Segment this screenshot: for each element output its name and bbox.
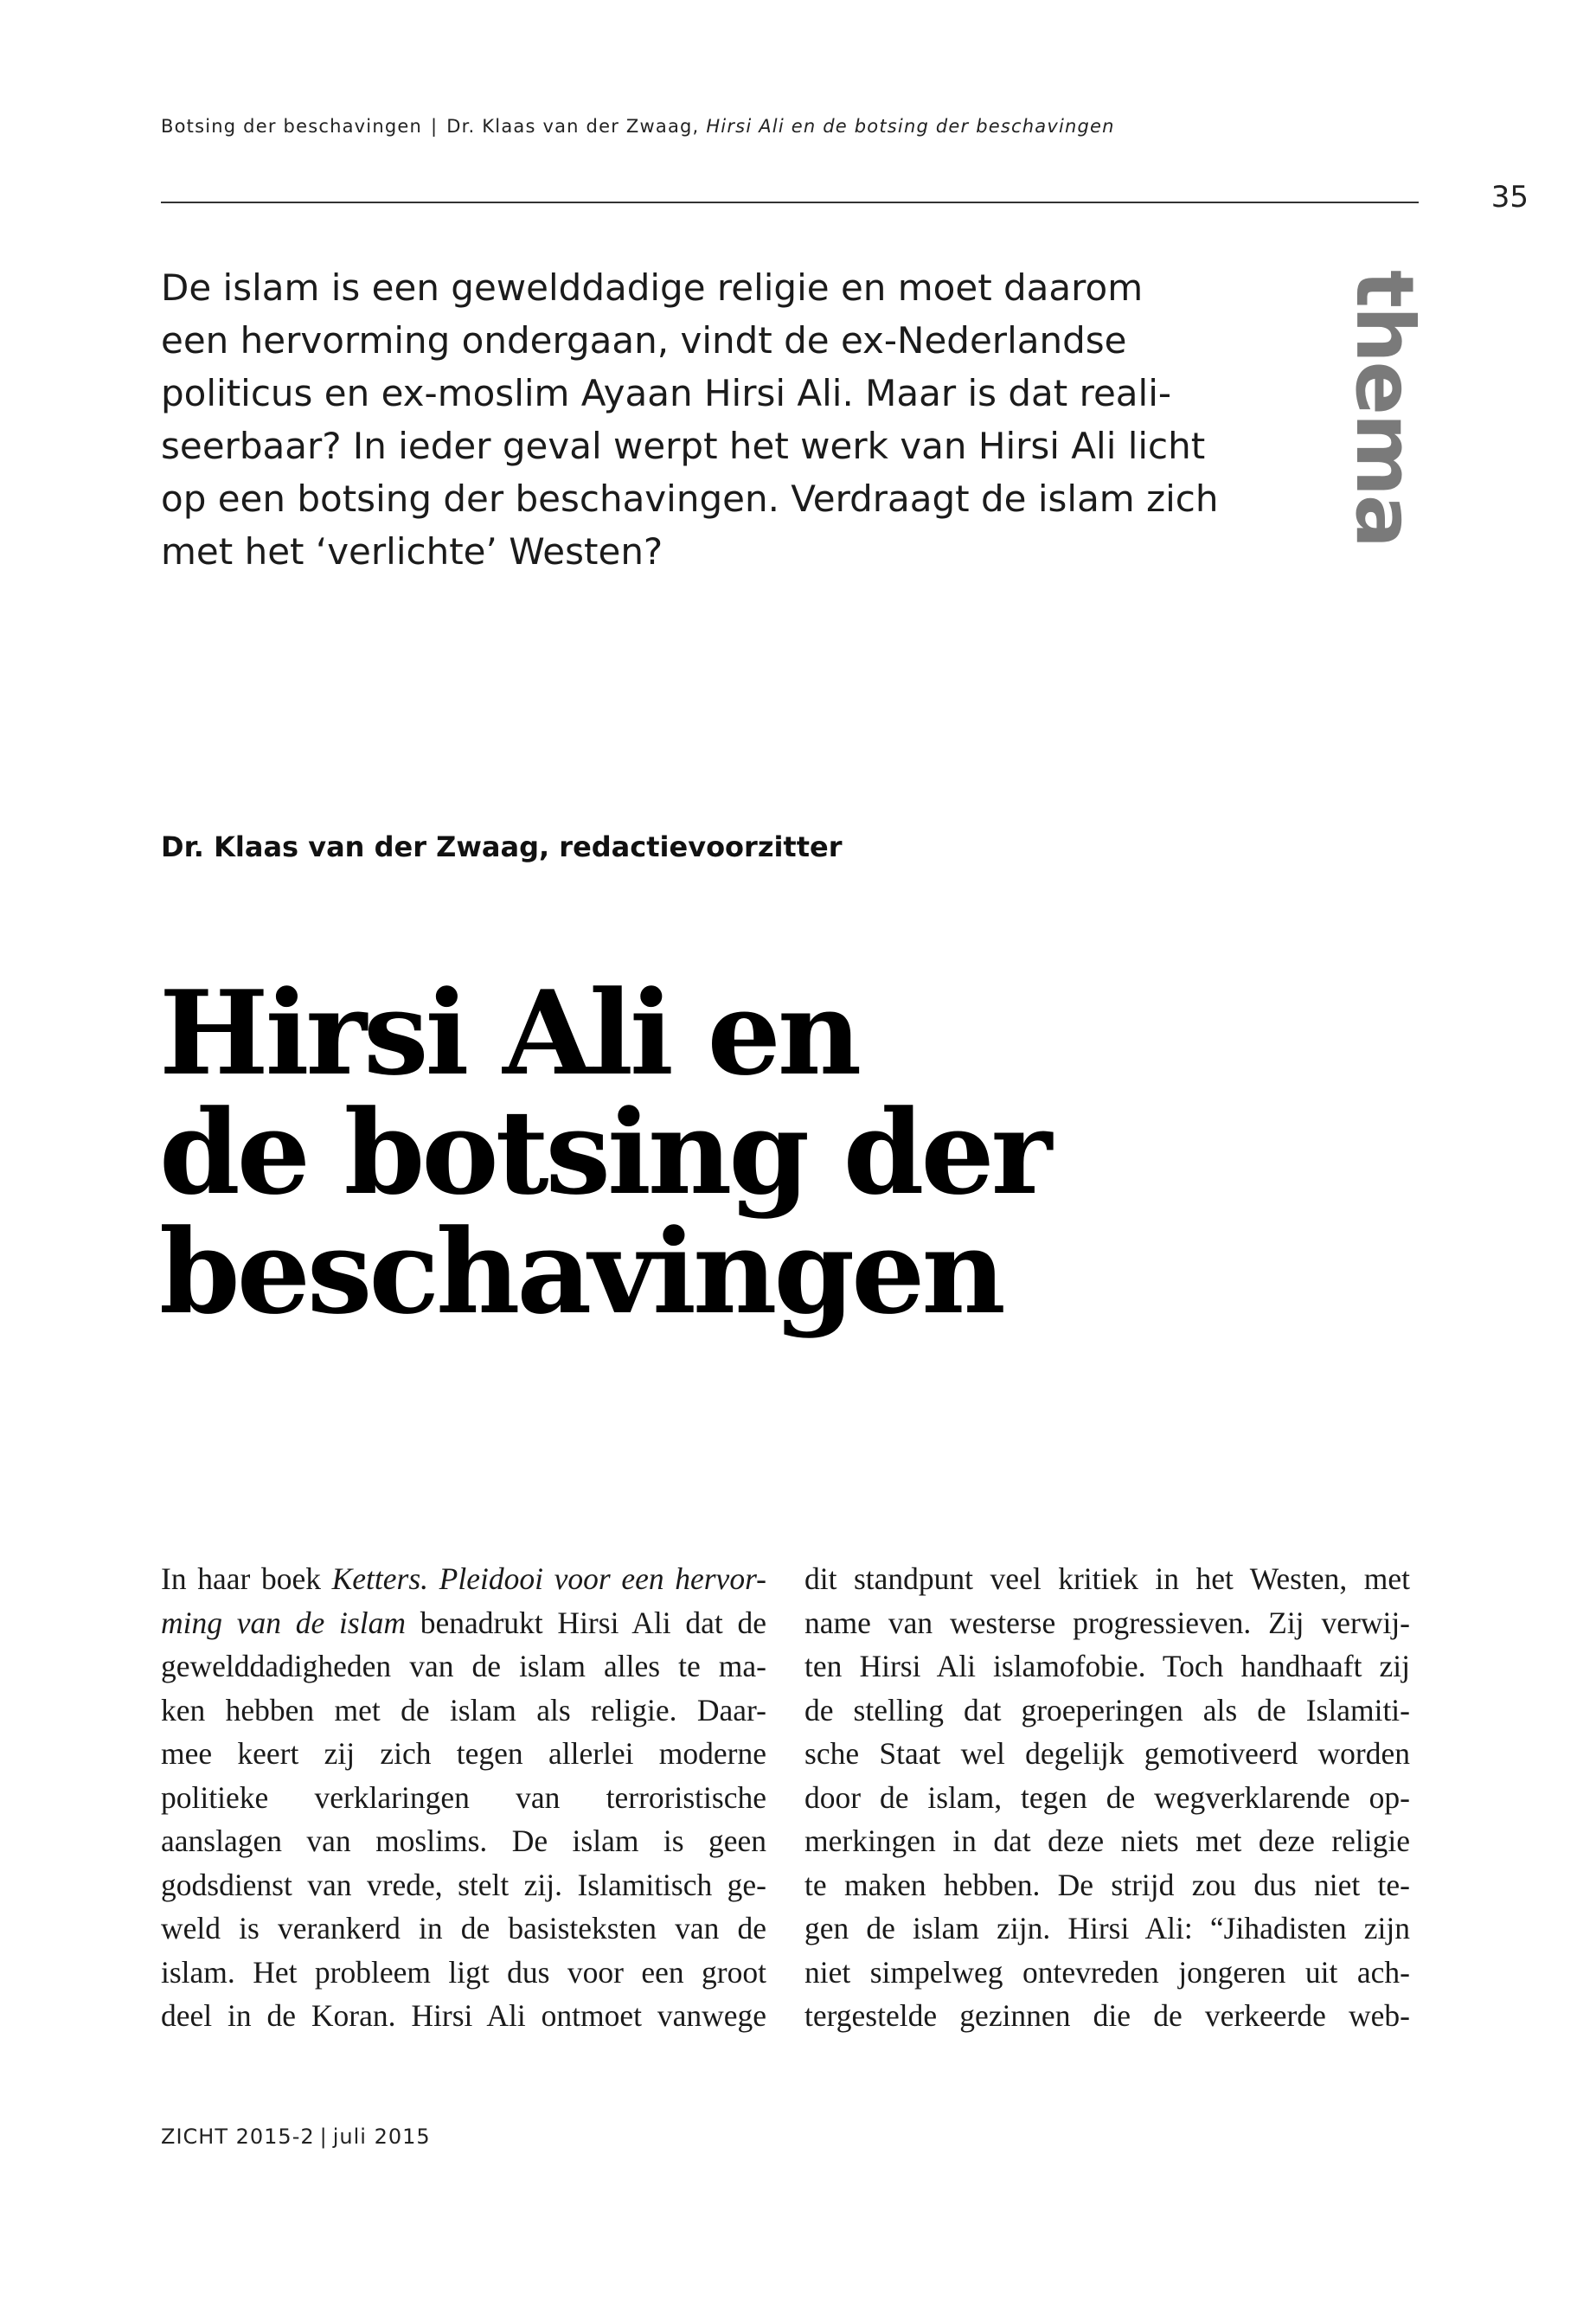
book-title-italic: Ketters. Pleidooi voor een hervor-	[331, 1561, 766, 1596]
lead-line: politicus en ex-moslim Ayaan Hirsi Ali. Maar is dat reali-	[161, 372, 1172, 414]
running-header	[161, 116, 1389, 137]
body-text: In haar boek	[161, 1561, 332, 1596]
section-label: thema	[1338, 270, 1431, 547]
body-line: mee keert zij zich tegen allerlei moderne	[161, 1736, 766, 1771]
body-line: islam. Het probleem ligt dus voor een groot	[161, 1954, 766, 1990]
body-line: door de islam, tegen de wegverklarende op-	[804, 1779, 1410, 1815]
body-line: aanslagen van moslims. De islam is geen	[161, 1823, 766, 1858]
lead-paragraph	[161, 261, 1219, 578]
article-headline	[159, 965, 1049, 1340]
body-line: te maken hebben. De strijd zou dus niet te-	[804, 1867, 1410, 1902]
body-line: gen de islam zijn. Hirsi Ali: “Jihadisten zijn	[804, 1911, 1410, 1945]
headline-line: beschavingen	[159, 1203, 1003, 1340]
body-text: benadrukt Hirsi Ali dat de	[405, 1605, 766, 1640]
body-line: tergestelde gezinnen die de verkeerde web-	[804, 1998, 1410, 2033]
body-line: ken hebben met de islam als religie. Daar-	[161, 1692, 766, 1727]
footer-separator: |	[319, 2125, 328, 2149]
body-line: de stelling dat groeperingen als de Islamiti-	[804, 1692, 1410, 1727]
lead-line: seerbaar? In ieder geval werpt het werk van Hirsi Ali licht	[161, 425, 1206, 467]
body-column-right	[804, 1557, 1410, 2038]
lead-line: met het ‘verlichte’ Westen?	[161, 530, 663, 573]
lead-line: een hervorming ondergaan, vindt de ex-Nederlandse	[161, 319, 1127, 362]
body-line	[161, 1557, 766, 1601]
body-line: sche Staat wel degelijk gemotiveerd worden	[804, 1736, 1410, 1771]
header-article-title: Hirsi Ali en de botsing der beschavingen	[706, 116, 1115, 137]
body-line: deel in de Koran. Hirsi Ali ontmoet vanwege	[161, 1998, 766, 2033]
lead-line: op een botsing der beschavingen. Verdraagt de islam zich	[161, 478, 1219, 520]
body-line: weld is verankerd in de basisteksten van de	[161, 1911, 766, 1945]
body-line: ten Hirsi Ali islamofobie. Toch handhaaft zij	[804, 1649, 1410, 1683]
section-label-wrap	[1332, 270, 1436, 547]
body-line: politieke verklaringen van terroristische	[161, 1779, 766, 1815]
body-line: godsdienst van vrede, stelt zij. Islamitisch ge-	[161, 1867, 766, 1902]
body-line: gewelddadigheden van de islam alles te ma-	[161, 1649, 766, 1683]
footer-date: juli 2015	[332, 2125, 431, 2149]
header-author: Dr. Klaas van der Zwaag,	[446, 116, 700, 137]
page-number: 35	[1490, 180, 1529, 215]
byline: Dr. Klaas van der Zwaag, redactievoorzitter	[161, 830, 843, 863]
headline-line: de botsing der	[159, 1084, 1049, 1221]
headline-line: Hirsi Ali en	[159, 965, 859, 1101]
book-title-italic: ming van de islam	[161, 1605, 406, 1640]
body-line: niet simpelweg ontevreden jongeren uit ach-	[804, 1954, 1410, 1990]
body-line: name van westerse progressieven. Zij verwij-	[804, 1605, 1410, 1640]
header-rule	[161, 202, 1419, 203]
body-line	[161, 1601, 766, 1645]
footer-publication: ZICHT 2015-2	[161, 2125, 315, 2149]
page-footer	[161, 2125, 431, 2149]
body-line: merkingen in dat deze niets met deze religie	[804, 1823, 1410, 1858]
body-line: dit standpunt veel kritiek in het Westen, met	[804, 1561, 1410, 1596]
lead-line: De islam is een gewelddadige religie en moet daarom	[161, 266, 1144, 309]
header-section: Botsing der beschavingen	[161, 116, 422, 137]
header-separator: |	[431, 116, 439, 137]
body-column-left	[161, 1557, 766, 2038]
